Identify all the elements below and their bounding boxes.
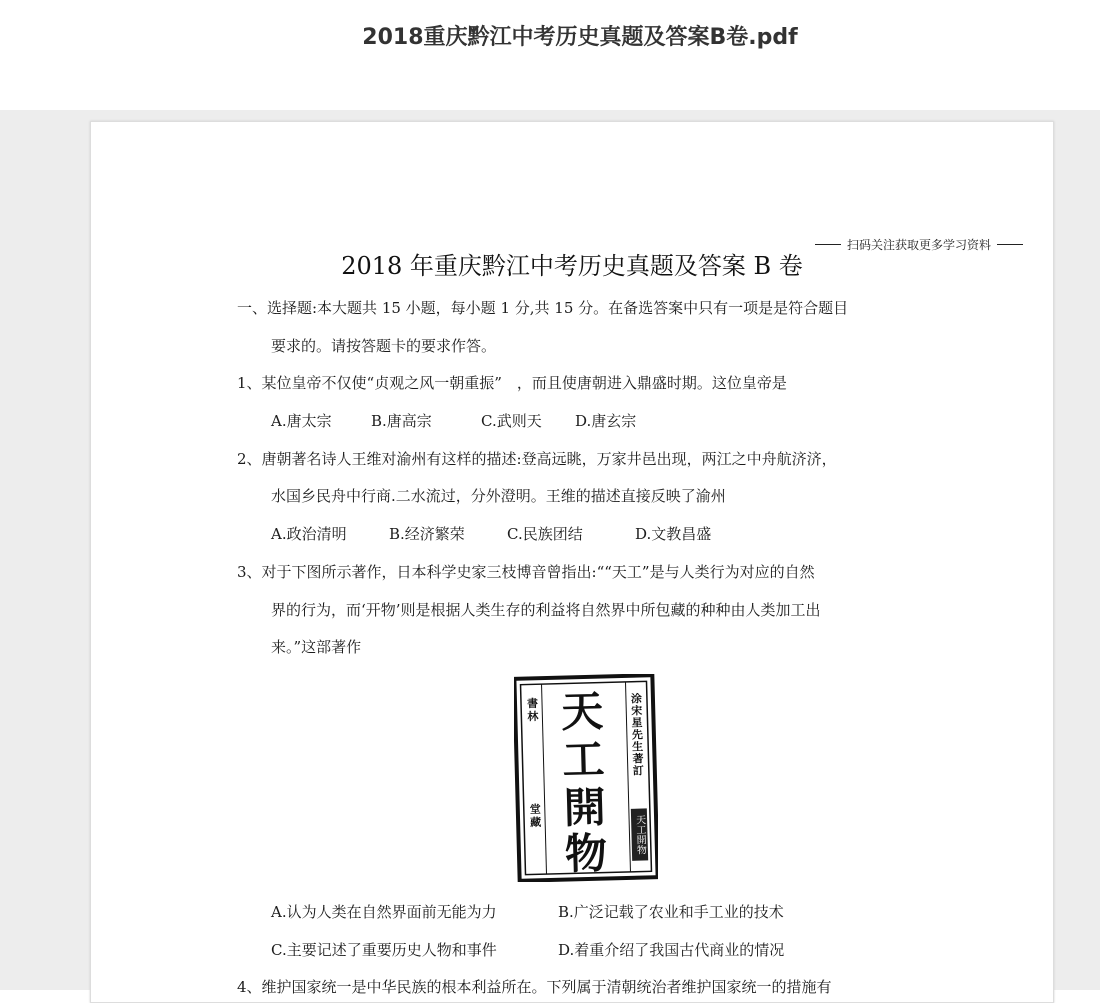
book-cover-image — [514, 674, 658, 882]
question-1-options — [271, 410, 871, 430]
question-1-option-c: C.武则天 — [481, 412, 542, 430]
question-2-stem: 2、唐朝著名诗人王维对渝州有这样的描述:登高远眺，万家井邑出现，两江之中舟航济济， — [237, 450, 837, 468]
question-2-option-a: A.政治清明 — [271, 525, 347, 543]
document-title: 2018 年重庆黔江中考历史真题及答案 B 卷 — [341, 252, 803, 280]
question-2-option-b: B.经济繁荣 — [389, 525, 465, 543]
pdf-page — [90, 121, 1054, 1003]
question-3-option-d: D.着重介绍了我国古代商业的情况 — [558, 941, 785, 959]
question-2-option-c: C.民族团结 — [507, 525, 583, 543]
cover-title-char-3: 開 — [563, 782, 607, 833]
question-3-option-b: B.广泛记载了农业和手工业的技术 — [558, 903, 784, 921]
question-3-options-row1 — [271, 901, 911, 921]
question-2-stem-cont: 水国乡民舟中行商.二水流过，分外澄明。王维的描述直接反映了渝州 — [271, 487, 726, 505]
file-title: 2018重庆黔江中考历史真题及答案B卷.pdf — [362, 25, 798, 50]
cover-title-char-4: 物 — [564, 828, 608, 879]
question-3-option-a: A.认为人类在自然界面前无能为力 — [271, 903, 497, 921]
question-3-stem-end: 来。”这部著作 — [271, 638, 362, 656]
cover-title-char-2: 工 — [561, 734, 606, 785]
question-1-option-d: D.唐玄宗 — [575, 412, 637, 430]
cover-left-text: 書林 — [525, 697, 540, 724]
section-instruction-cont: 要求的。请按答题卡的要求作答。 — [271, 337, 497, 355]
question-2-option-d: D.文教昌盛 — [635, 525, 712, 543]
document-viewer[interactable] — [0, 110, 1100, 996]
header-note-text: 扫码关注获取更多学习资料 — [846, 237, 991, 252]
viewer-header — [0, 0, 1100, 110]
header-rule-right — [997, 244, 1023, 245]
cover-title-char-1: 天 — [560, 686, 604, 737]
section-instruction: 一、选择题:本大题共 15 小题，每小题 1 分,共 15 分。在备选答案中只有一项是是符合题目 — [237, 299, 849, 317]
cover-right-text: 涂宋星先生著訂 — [629, 692, 645, 777]
question-3-stem: 3、对于下图所示著作，日本科学史家三枝博音曾指出:““天工”是与人类行为对应的自然 — [237, 563, 815, 581]
question-3-options-row2 — [271, 939, 911, 959]
question-4-stem: 4、维护国家统一是中华民族的根本利益所在。下列属于清朝统治者维护国家统一的措施有 — [237, 978, 832, 996]
question-3-option-c: C.主要记述了重要历史人物和事件 — [271, 941, 497, 959]
question-2-options — [271, 523, 871, 543]
question-1-option-a: A.唐太宗 — [271, 412, 332, 430]
cover-stamp-text: 天工開物 — [633, 814, 646, 855]
question-1-stem: 1、某位皇帝不仅使“贞观之风一朝重振” ，而且使唐朝进入鼎盛时期。这位皇帝是 — [237, 374, 787, 392]
header-rule-left — [815, 244, 841, 245]
question-1-option-b: B.唐高宗 — [371, 412, 432, 430]
question-3-stem-cont: 界的行为，而‘开物’则是根据人类生存的利益将自然界中所包藏的种种由人类加工出 — [271, 601, 821, 619]
cover-left-text-2: 堂藏 — [528, 803, 542, 830]
